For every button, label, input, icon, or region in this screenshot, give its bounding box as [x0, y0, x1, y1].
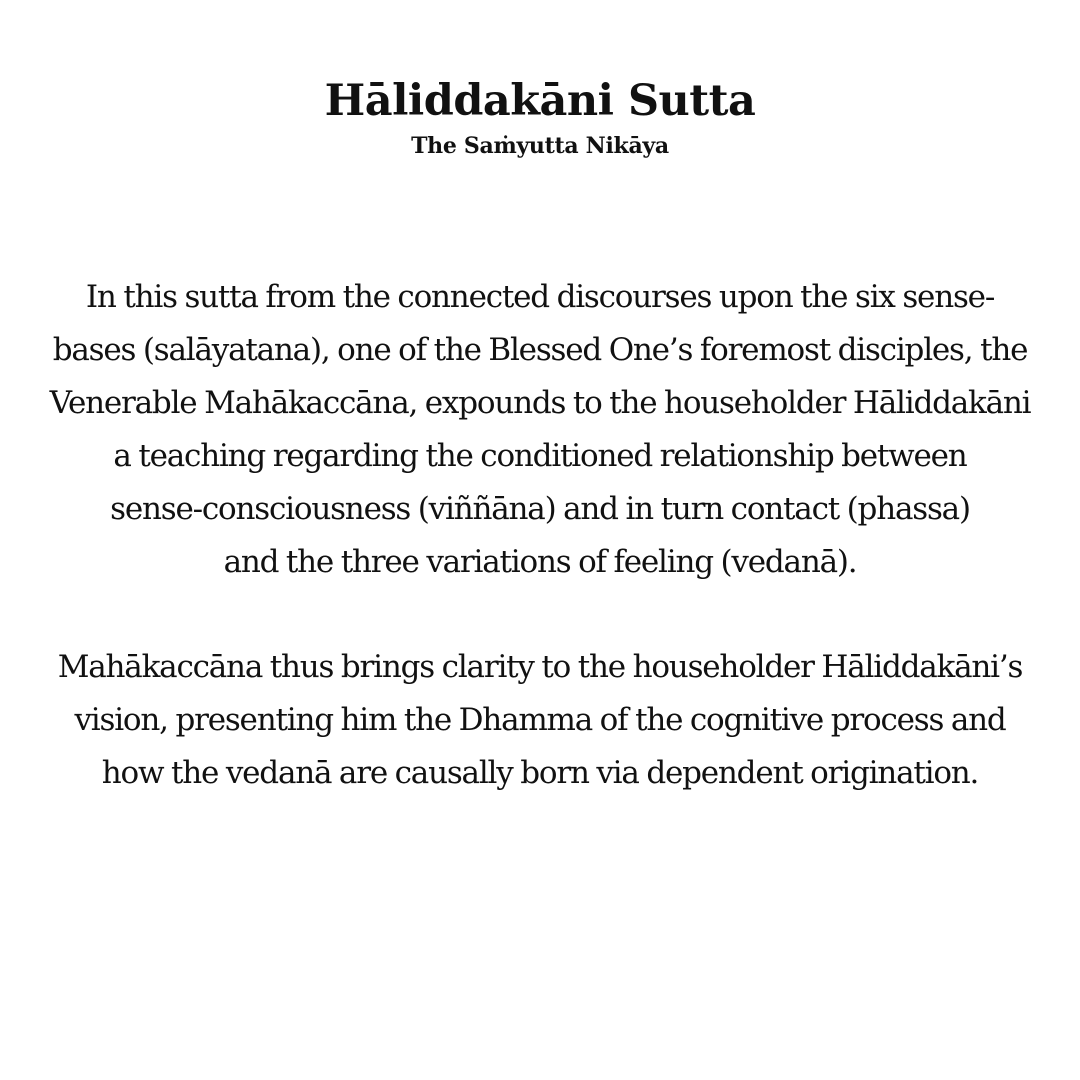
document-title: Hāliddakāni Sutta	[324, 76, 756, 126]
paragraph-line: vision, presenting him the Dhamma of the cognitive process and	[74, 702, 1006, 738]
paragraph-line: a teaching regarding the conditioned relationship between	[113, 438, 967, 474]
paragraph-summary	[0, 641, 1080, 800]
paragraph-line: how the vedanā are causally born via dependent origination.	[101, 755, 979, 791]
paragraph-line: sense-consciousness (viññāna) and in turn contact (phassa)	[110, 491, 970, 527]
paragraph-line: and the three variations of feeling (vedanā).	[223, 544, 857, 580]
paragraph-line: In this sutta from the connected discourses upon the six sense-	[85, 279, 995, 315]
document-header	[0, 72, 1080, 160]
paragraph-intro	[0, 271, 1080, 589]
paragraph-line: Venerable Mahākaccāna, expounds to the householder Hāliddakāni	[49, 385, 1031, 421]
document-subtitle: The Saṁyutta Nikāya	[411, 133, 669, 159]
paragraph-line: bases (salāyatana), one of the Blessed One’s foremost disciples, the	[52, 332, 1028, 368]
paragraph-line: Mahākaccāna thus brings clarity to the householder Hāliddakāni’s	[57, 649, 1023, 685]
